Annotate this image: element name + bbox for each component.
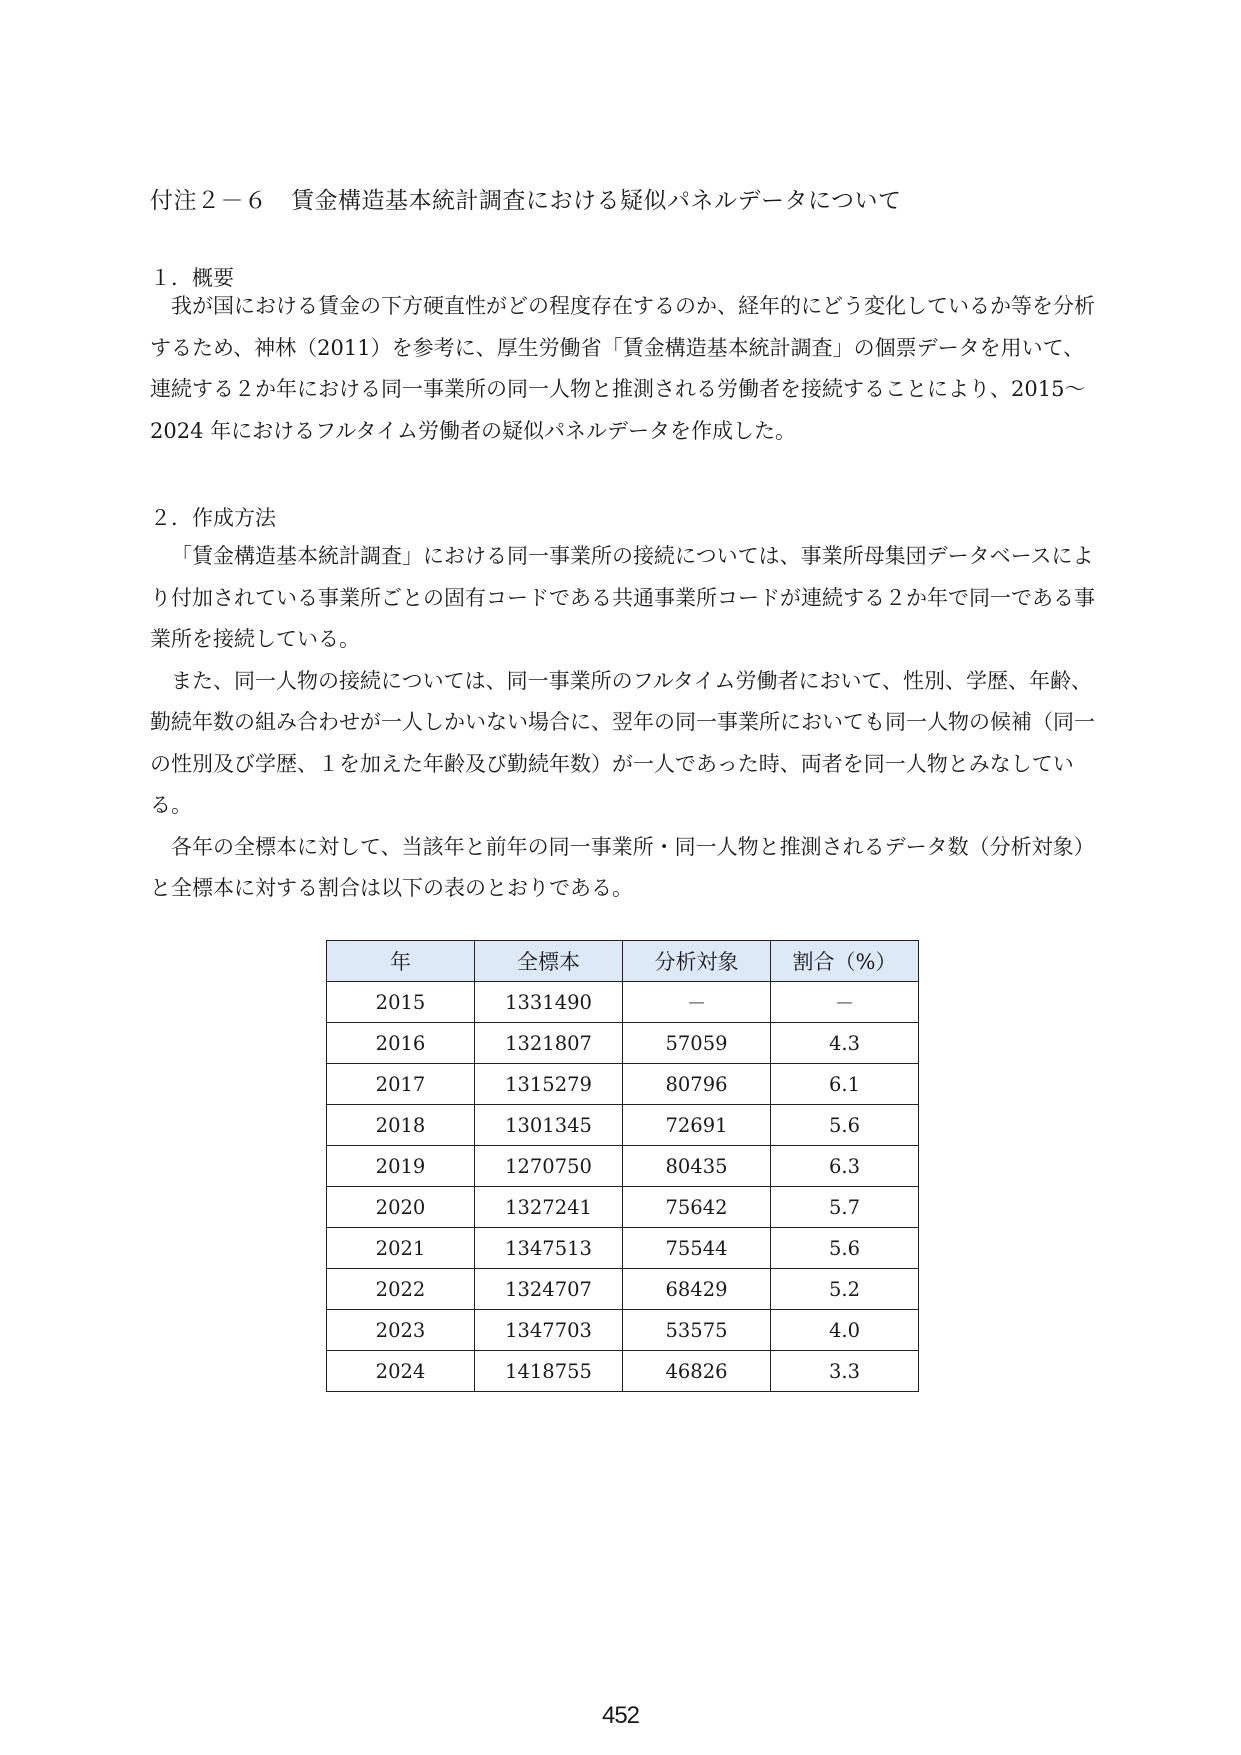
section-body-method	[150, 536, 1098, 910]
header-ratio: 割合（%）	[771, 941, 919, 982]
cell-target: 53575	[623, 1310, 771, 1351]
cell-total: 1347513	[475, 1228, 623, 1269]
cell-target: 75544	[623, 1228, 771, 1269]
header-year: 年	[327, 941, 475, 982]
cell-target: 57059	[623, 1023, 771, 1064]
cell-target: 80435	[623, 1146, 771, 1187]
cell-ratio: 5.2	[771, 1269, 919, 1310]
section-heading-overview: １．概要	[150, 266, 234, 290]
table-row	[327, 1105, 919, 1146]
cell-total: 1301345	[475, 1105, 623, 1146]
cell-target: 68429	[623, 1269, 771, 1310]
cell-target: 75642	[623, 1187, 771, 1228]
cell-total: 1327241	[475, 1187, 623, 1228]
cell-year: 2020	[327, 1187, 475, 1228]
header-total-sample: 全標本	[475, 941, 623, 982]
table-row	[327, 1310, 919, 1351]
table-row	[327, 1064, 919, 1105]
cell-year: 2015	[327, 982, 475, 1023]
cell-total: 1347703	[475, 1310, 623, 1351]
cell-target: 46826	[623, 1351, 771, 1392]
cell-year: 2022	[327, 1269, 475, 1310]
cell-ratio: 4.0	[771, 1310, 919, 1351]
cell-year: 2023	[327, 1310, 475, 1351]
table-row	[327, 1187, 919, 1228]
cell-ratio: 4.3	[771, 1023, 919, 1064]
cell-total: 1270750	[475, 1146, 623, 1187]
section-heading-method: ２．作成方法	[150, 506, 276, 530]
cell-target: 72691	[623, 1105, 771, 1146]
cell-ratio: 5.7	[771, 1187, 919, 1228]
cell-year: 2024	[327, 1351, 475, 1392]
header-analysis-target: 分析対象	[623, 941, 771, 982]
cell-total: 1315279	[475, 1064, 623, 1105]
paragraph: 「賃金構造基本統計調査」における同一事業所の接続については、事業所母集団データベースにより付加されている事業所ごとの固有コードである共通事業所コードが連続する２か年で同一である事業所を接続している。	[150, 544, 1095, 651]
table-row	[327, 1351, 919, 1392]
cell-ratio: －	[771, 982, 919, 1023]
cell-ratio: 5.6	[771, 1228, 919, 1269]
table-row	[327, 1023, 919, 1064]
table-row	[327, 982, 919, 1023]
page-number: 452	[601, 1702, 640, 1729]
cell-ratio: 6.3	[771, 1146, 919, 1187]
cell-total: 1418755	[475, 1351, 623, 1392]
cell-ratio: 6.1	[771, 1064, 919, 1105]
table-row	[327, 1269, 919, 1310]
cell-target: 80796	[623, 1064, 771, 1105]
cell-ratio: 3.3	[771, 1351, 919, 1392]
cell-year: 2016	[327, 1023, 475, 1064]
paragraph: 我が国における賃金の下方硬直性がどの程度存在するのか、経年的にどう変化しているか等を分析するため、神林（2011）を参考に、厚生労働省「賃金構造基本統計調査」の個票データを用いて、連続する２か年における同一事業所の同一人物と推測される労働者を接続することにより、2015～2024 年におけるフルタイム労働者の疑似パネルデータを作成した。	[150, 294, 1095, 443]
cell-total: 1331490	[475, 982, 623, 1023]
cell-year: 2021	[327, 1228, 475, 1269]
table-row	[327, 1146, 919, 1187]
paragraph: また、同一人物の接続については、同一事業所のフルタイム労働者において、性別、学歴、年齢、勤続年数の組み合わせが一人しかいない場合に、翌年の同一事業所においても同一人物の候補（同一の性別及び学歴、１を加えた年齢及び勤続年数）が一人であった時、両者を同一人物とみなしている。	[150, 668, 1095, 817]
cell-ratio: 5.6	[771, 1105, 919, 1146]
cell-target: －	[623, 982, 771, 1023]
cell-year: 2017	[327, 1064, 475, 1105]
cell-year: 2019	[327, 1146, 475, 1187]
table-header-row	[327, 941, 919, 982]
cell-year: 2018	[327, 1105, 475, 1146]
section-body-overview	[150, 286, 1098, 452]
document-title: 付注２－６ 賃金構造基本統計調査における疑似パネルデータについて	[150, 188, 902, 214]
cell-total: 1321807	[475, 1023, 623, 1064]
cell-total: 1324707	[475, 1269, 623, 1310]
panel-data-table	[326, 940, 919, 1392]
paragraph: 各年の全標本に対して、当該年と前年の同一事業所・同一人物と推測されるデータ数（分析対象）と全標本に対する割合は以下の表のとおりである。	[150, 834, 1095, 900]
table-row	[327, 1228, 919, 1269]
